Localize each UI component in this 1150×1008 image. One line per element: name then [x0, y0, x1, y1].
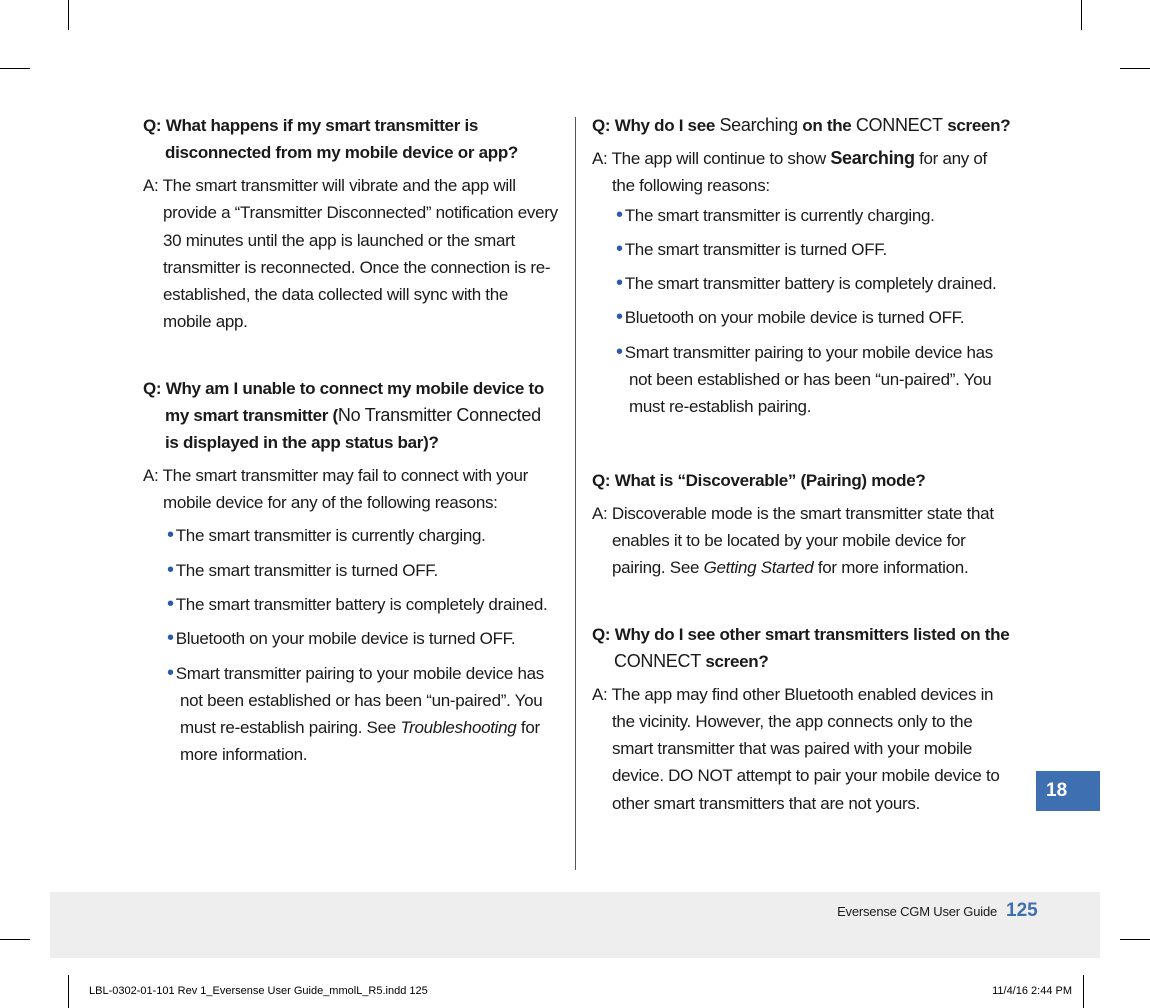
footer-guide-title: Eversense CGM User Guide [837, 904, 997, 919]
ui-term: Searching [830, 148, 915, 168]
bullet-icon: • [167, 627, 174, 650]
bullet-icon: • [167, 558, 174, 581]
cross-reference-getting-started: Getting Started [703, 558, 814, 578]
list-item-text: The smart transmitter battery is completely drained. [624, 274, 997, 294]
spacer [592, 582, 1012, 621]
answer-disconnected: A: The smart transmitter will vibrate and the app will provide a “Transmitter Disconnected” notification every 30 minutes until the app is launched or the smart transmitter is reconnected. Once the connection is re-established, the data collected will sync with the mobile app. [143, 176, 558, 332]
question-text: on the [797, 116, 856, 135]
answer-other-transmitters: A: The app may find other Bluetooth enabled devices in the vicinity. However, the app connects only to the smart transmitter that was paired with your mobile device. DO NOT attempt to pair your mobile device to other smart transmitters that are not yours. [592, 684, 1000, 813]
question-text: screen? [700, 651, 769, 671]
question-other-transmitters [592, 621, 1012, 675]
list-item [616, 304, 1012, 331]
reasons-list [592, 202, 1012, 421]
list-item [616, 270, 1012, 297]
question-unable-to-connect [143, 375, 558, 456]
slug-datetime: 11/4/16 2:44 PM [992, 985, 1072, 997]
slug-filename: LBL-0302-01-101 Rev 1_Eversense User Guide_mmolL_R5.indd 125 [89, 985, 428, 997]
bullet-icon: • [167, 661, 174, 684]
list-item-text: The smart transmitter is currently charging. [175, 526, 486, 546]
bullet-icon: • [616, 272, 623, 295]
question-text: is displayed in the app status bar)? [165, 432, 439, 452]
question-text: Q: Why do I see other smart transmitters listed on the [592, 624, 1010, 644]
list-item-text: for more information. [180, 718, 540, 765]
bullet-icon: • [616, 306, 623, 329]
list-item [616, 339, 1012, 421]
crop-mark [1081, 0, 1082, 30]
list-item-text: The smart transmitter is currently charging. [624, 205, 935, 225]
list-item-text: Smart transmitter pairing to your mobile device has not been established or has been “un-paired”. You must re-establish pairing. See [175, 663, 545, 738]
ui-term: CONNECT [614, 650, 701, 671]
list-item-text: Smart transmitter pairing to your mobile device has not been established or has been “un-paired”. You must re-establish pairing. [624, 342, 994, 417]
question-text: Q: Why am I unable to connect my mobile device to my smart transmitter ( [143, 378, 544, 425]
list-item-text: The smart transmitter is turned OFF. [175, 560, 438, 580]
question-disconnected: Q: What happens if my smart transmitter is disconnected from my mobile device or app? [143, 116, 518, 162]
spacer [592, 428, 1012, 467]
answer-text: for more information. [813, 558, 969, 578]
list-item [167, 591, 558, 618]
reasons-list [143, 522, 558, 768]
left-column [143, 112, 558, 776]
spacer [143, 336, 558, 375]
bullet-icon: • [616, 340, 623, 363]
answer-discoverable [592, 500, 1012, 582]
ui-term: No Transmitter Connected [337, 404, 541, 425]
answer-text: A: Discoverable mode is the smart transmitter state that enables it to be located by your mobile device for pairing. See [592, 503, 994, 578]
column-divider [575, 117, 576, 870]
list-item-text: The smart transmitter battery is completely drained. [175, 594, 548, 614]
ui-term: Searching [719, 115, 798, 135]
bullet-icon: • [167, 524, 174, 547]
ui-term: CONNECT [855, 115, 943, 135]
right-column [592, 112, 1012, 817]
list-item-text: Bluetooth on your mobile device is turned OFF. [175, 629, 516, 649]
bullet-icon: • [616, 203, 623, 226]
list-item [167, 557, 558, 584]
page-number: 125 [1006, 900, 1038, 921]
list-item [616, 202, 1012, 229]
chapter-tab: 18 [1036, 771, 1100, 811]
crop-mark [1120, 939, 1150, 940]
list-item [616, 236, 1012, 263]
crop-mark [68, 0, 69, 30]
cross-reference-troubleshooting: Troubleshooting [400, 718, 517, 738]
crop-mark [0, 939, 30, 940]
question-discoverable: Q: What is “Discoverable” (Pairing) mode? [592, 470, 926, 490]
answer-text: for any of the following reasons: [612, 149, 987, 196]
bullet-icon: • [616, 237, 623, 260]
list-item-text: The smart transmitter is turned OFF. [624, 239, 887, 259]
list-item [167, 660, 558, 769]
list-item-text: Bluetooth on your mobile device is turned OFF. [624, 308, 965, 328]
list-item [167, 522, 558, 549]
bullet-icon: • [167, 592, 174, 615]
answer-unable-to-connect: A: The smart transmitter may fail to connect with your mobile device for any of the following reasons: [143, 465, 529, 513]
answer-text: A: The app will continue to show [592, 149, 831, 168]
list-item [167, 625, 558, 652]
question-text: screen? [942, 116, 1011, 135]
footer-band [50, 892, 1100, 958]
question-text: Q: Why do I see [592, 116, 720, 135]
answer-searching [592, 145, 1012, 200]
question-searching [592, 112, 1012, 139]
crop-mark [1120, 68, 1150, 69]
crop-mark [0, 68, 30, 69]
